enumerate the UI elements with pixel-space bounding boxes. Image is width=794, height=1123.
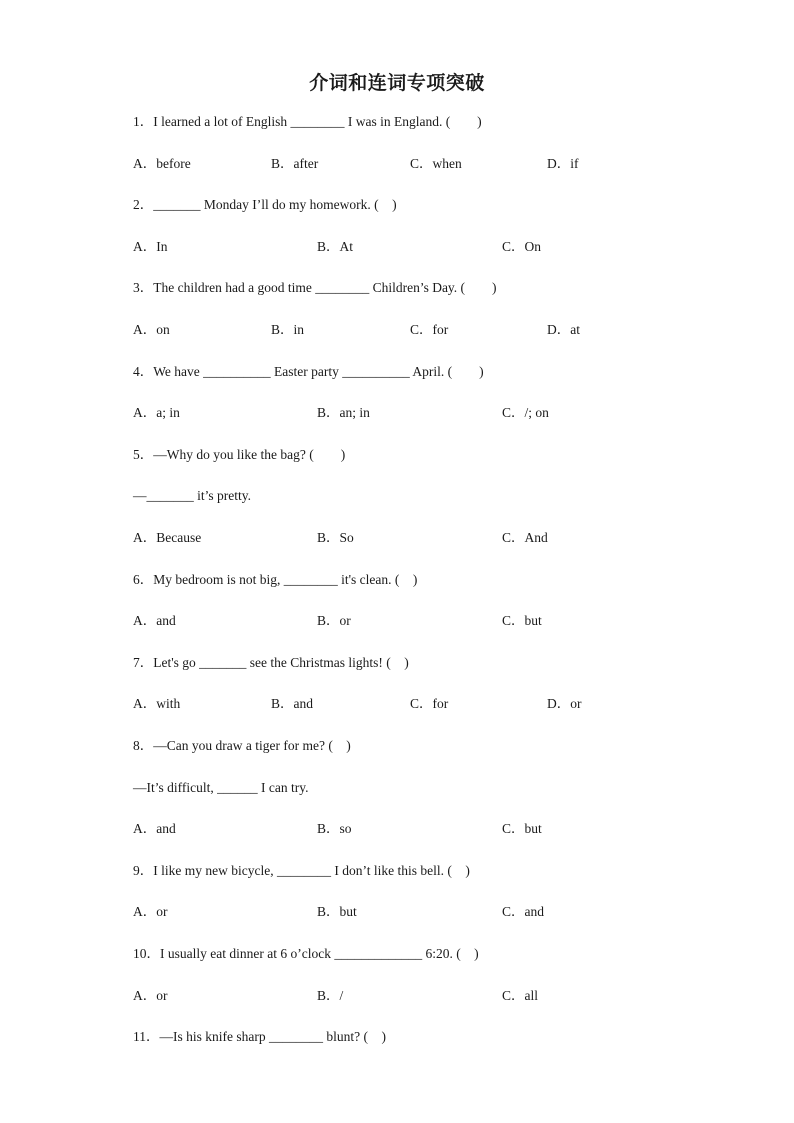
answer-option[interactable]: A．on [133, 322, 170, 337]
answer-options-row [0, 528, 794, 548]
answer-options-row [0, 320, 794, 340]
answer-option[interactable]: B．At [317, 238, 354, 254]
answer-option[interactable]: C．On [502, 238, 542, 254]
question-stem [0, 944, 794, 964]
answer-options-row [0, 694, 794, 714]
page-title: 介词和连词专项突破 [309, 72, 485, 94]
dialog-text: —It’s difficult, ______ I can try. [133, 779, 309, 795]
answer-option[interactable]: C．and [502, 904, 544, 920]
answer-option[interactable]: C．for [410, 696, 449, 712]
question-dialog-line [0, 486, 794, 506]
question-text: 11．—Is his knife sharp ________ blunt? ( ) [133, 1029, 386, 1045]
answer-option[interactable]: C．all [502, 987, 538, 1003]
answer-option[interactable]: A．or [133, 987, 168, 1003]
answer-options-row [0, 237, 794, 257]
answer-option[interactable]: C．And [502, 530, 548, 545]
question-text: 5．—Why do you like the bag? ( ) [133, 446, 346, 462]
answer-option[interactable]: B．or [317, 613, 351, 629]
question-stem [0, 653, 794, 673]
question-text: 4．We have __________ Easter party __________ April. ( ) [133, 363, 484, 379]
answer-options-row [0, 611, 794, 631]
answer-option[interactable]: C．but [502, 821, 542, 837]
question-text: 3．The children had a good time ________ Children’s Day. ( ) [133, 280, 497, 296]
answer-option[interactable]: A．with [133, 696, 181, 712]
question-text: 1．I learned a lot of English ________ I was in England. ( ) [133, 114, 482, 129]
answer-options-row [0, 403, 794, 423]
answer-option[interactable]: B．in [271, 322, 305, 337]
answer-option[interactable]: A．before [133, 155, 191, 171]
answer-option[interactable]: B．so [317, 821, 352, 837]
answer-option[interactable]: B．/ [317, 987, 344, 1003]
answer-option[interactable]: D．if [547, 155, 579, 171]
question-stem [0, 278, 794, 298]
answer-option[interactable]: C．/; on [502, 405, 549, 421]
answer-option[interactable]: D．at [547, 322, 580, 337]
answer-option[interactable]: A．Because [133, 530, 202, 545]
answer-option[interactable]: B．So [317, 530, 354, 545]
answer-option[interactable]: A．or [133, 904, 168, 920]
answer-options-row [0, 986, 794, 1006]
answer-option[interactable]: C．but [502, 613, 542, 629]
answer-option[interactable]: B．but [317, 904, 357, 920]
answer-option[interactable]: C．when [410, 155, 462, 171]
question-stem [0, 570, 794, 590]
question-stem [0, 736, 794, 756]
question-text: 9．I like my new bicycle, ________ I don’t like this bell. ( ) [133, 862, 470, 878]
answer-options-row [0, 154, 794, 174]
question-stem [0, 445, 794, 465]
question-text: 2．_______ Monday I’ll do my homework. ( ) [133, 197, 397, 213]
question-text: 7．Let's go _______ see the Christmas lights! ( ) [133, 654, 409, 670]
question-stem [0, 861, 794, 881]
answer-options-row [0, 819, 794, 839]
answer-option[interactable]: B．after [271, 155, 319, 171]
question-stem [0, 362, 794, 382]
question-stem [0, 1027, 794, 1047]
answer-options-row [0, 902, 794, 922]
answer-option[interactable]: A．and [133, 821, 176, 837]
answer-option[interactable]: D．or [547, 696, 582, 712]
answer-option[interactable]: A．a; in [133, 405, 180, 421]
question-text: 8．—Can you draw a tiger for me? ( ) [133, 738, 351, 753]
answer-option[interactable]: B．and [271, 696, 313, 712]
question-stem [0, 112, 794, 132]
question-text: 10．I usually eat dinner at 6 o’clock _____________ 6:20. ( ) [133, 946, 479, 961]
answer-option[interactable]: A．and [133, 613, 176, 629]
answer-option[interactable]: A．In [133, 238, 168, 254]
answer-option[interactable]: C．for [410, 322, 449, 337]
dialog-text: —_______ it’s pretty. [133, 488, 251, 504]
question-dialog-line [0, 778, 794, 798]
question-text: 6．My bedroom is not big, ________ it's clean. ( ) [133, 571, 418, 587]
question-stem [0, 195, 794, 215]
answer-option[interactable]: B．an; in [317, 405, 370, 421]
